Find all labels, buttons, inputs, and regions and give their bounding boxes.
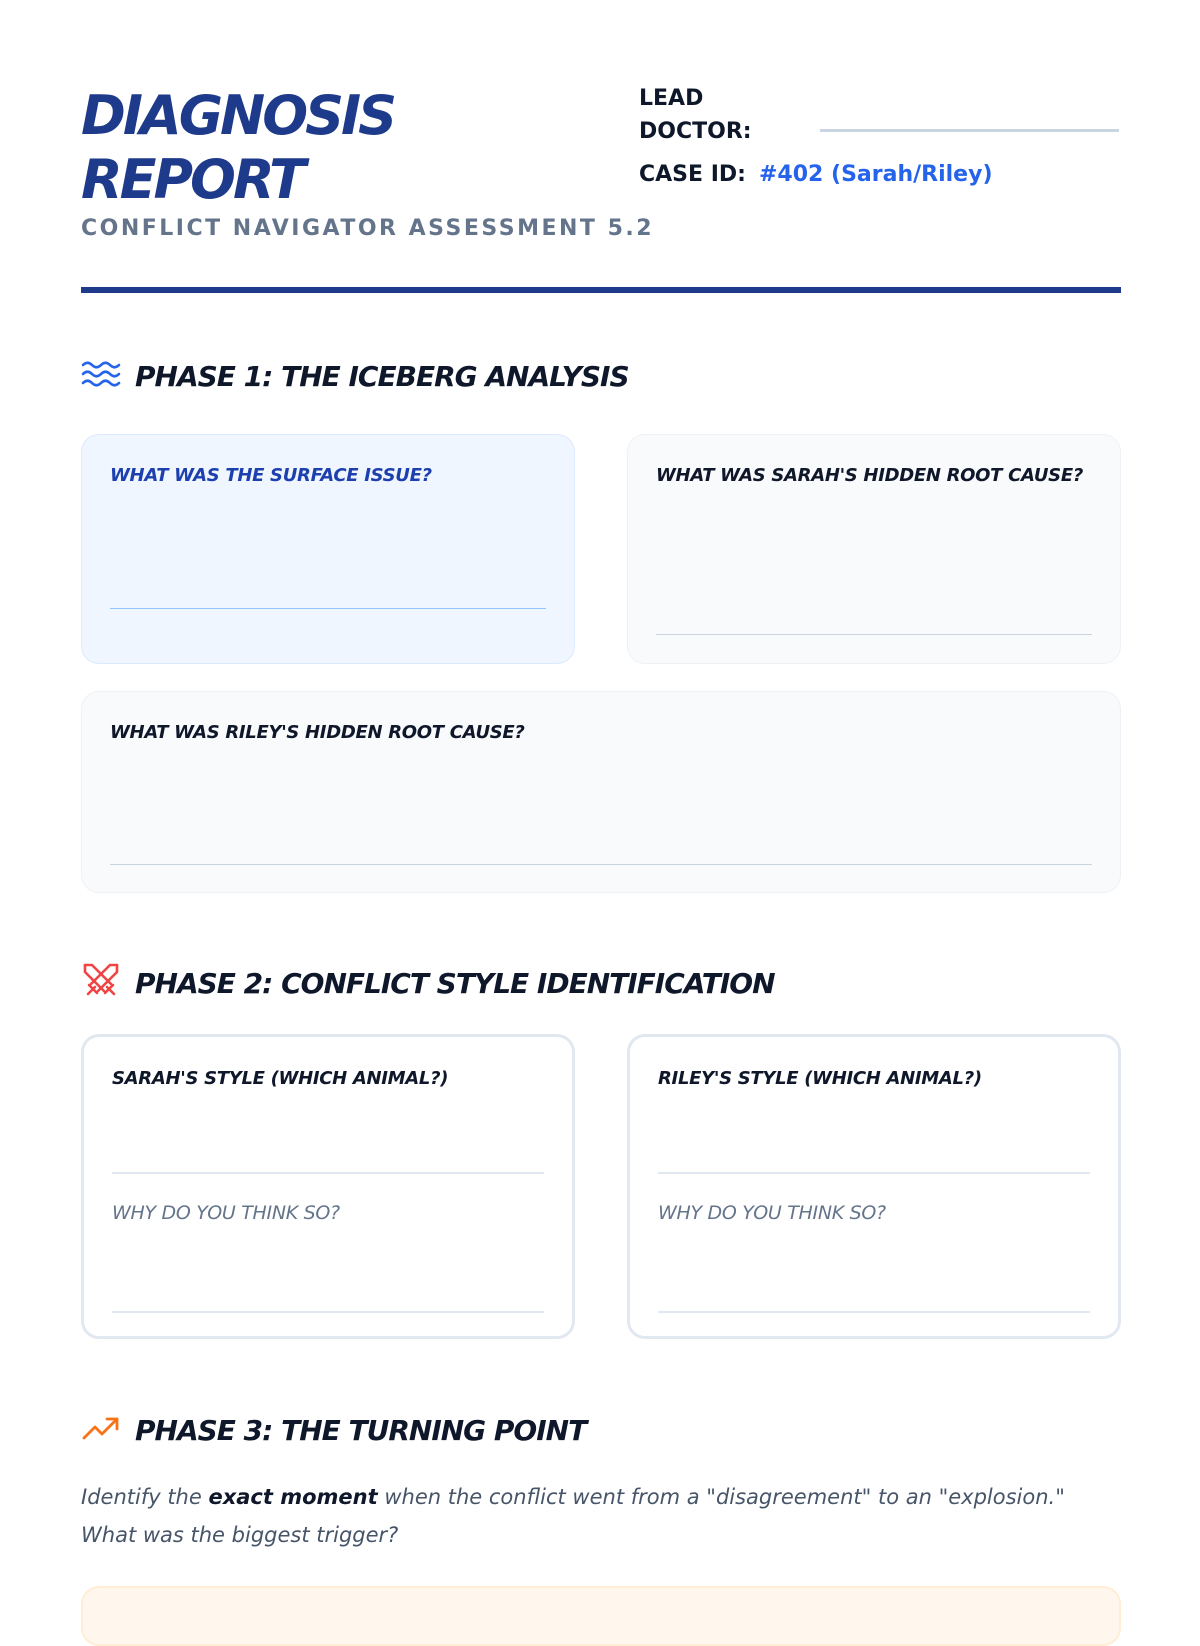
sarah-style-question: SARAH'S STYLE (WHICH ANIMAL?) (112, 1068, 449, 1089)
riley-style-answer-line[interactable] (658, 1172, 1090, 1174)
surface-issue-question: WHAT WAS THE SURFACE ISSUE? (110, 465, 432, 486)
instruction-text-2: when the conflict went from a "disagreement" to an "explosion." What was the biggest trigger? (81, 1485, 1065, 1547)
trending-up-icon (81, 1408, 121, 1453)
sarah-why-answer-line[interactable] (112, 1311, 544, 1313)
waves-icon (81, 354, 121, 399)
instruction-emphasis: exact moment (208, 1485, 378, 1509)
sarah-root-cause-card[interactable] (627, 434, 1121, 664)
lead-doctor-field[interactable] (820, 129, 1119, 132)
crossed-swords-icon (81, 961, 121, 1006)
phase-2-heading (81, 963, 775, 1003)
instruction-text-1: Identify the (81, 1485, 209, 1509)
riley-why-prompt: WHY DO YOU THINK SO? (658, 1202, 886, 1224)
turning-point-answer-card[interactable] (81, 1586, 1121, 1646)
sarah-why-prompt: WHY DO YOU THINK SO? (112, 1202, 340, 1224)
lead-doctor-label (639, 82, 752, 148)
sarah-root-cause-question: WHAT WAS SARAH'S HIDDEN ROOT CAUSE? (656, 465, 1083, 486)
case-id-value: #402 (Sarah/Riley) (759, 162, 993, 187)
riley-why-answer-line[interactable] (658, 1311, 1090, 1313)
phase-3-heading (81, 1410, 586, 1450)
sarah-style-card[interactable] (81, 1034, 575, 1339)
riley-style-card[interactable] (627, 1034, 1121, 1339)
diagnosis-report-page (81, 0, 1121, 1600)
sarah-style-answer-line[interactable] (112, 1172, 544, 1174)
header-divider (81, 287, 1121, 293)
phase-2-title: PHASE 2: CONFLICT STYLE IDENTIFICATION (135, 966, 775, 1000)
riley-style-question: RILEY'S STYLE (WHICH ANIMAL?) (658, 1068, 982, 1089)
report-subtitle: CONFLICT NAVIGATOR ASSESSMENT 5.2 (81, 216, 655, 241)
report-title (81, 84, 394, 212)
riley-root-cause-card[interactable] (81, 691, 1121, 893)
case-id-label: CASE ID: (639, 162, 746, 187)
phase-3-instruction (81, 1478, 1121, 1554)
phase-1-title: PHASE 1: THE ICEBERG ANALYSIS (135, 359, 629, 393)
title-line-1: DIAGNOSIS (81, 84, 395, 147)
surface-issue-answer-line[interactable] (110, 608, 546, 609)
lead-doctor-label-line-1: LEAD (639, 86, 704, 111)
lead-doctor-label-line-2: DOCTOR: (639, 119, 752, 144)
riley-root-cause-answer-line[interactable] (110, 864, 1092, 865)
title-line-2: REPORT (81, 148, 303, 211)
sarah-root-cause-answer-line[interactable] (656, 634, 1092, 635)
surface-issue-card[interactable] (81, 434, 575, 664)
phase-3-title: PHASE 3: THE TURNING POINT (135, 1413, 587, 1447)
phase-1-heading (81, 356, 629, 396)
riley-root-cause-question: WHAT WAS RILEY'S HIDDEN ROOT CAUSE? (110, 722, 525, 743)
